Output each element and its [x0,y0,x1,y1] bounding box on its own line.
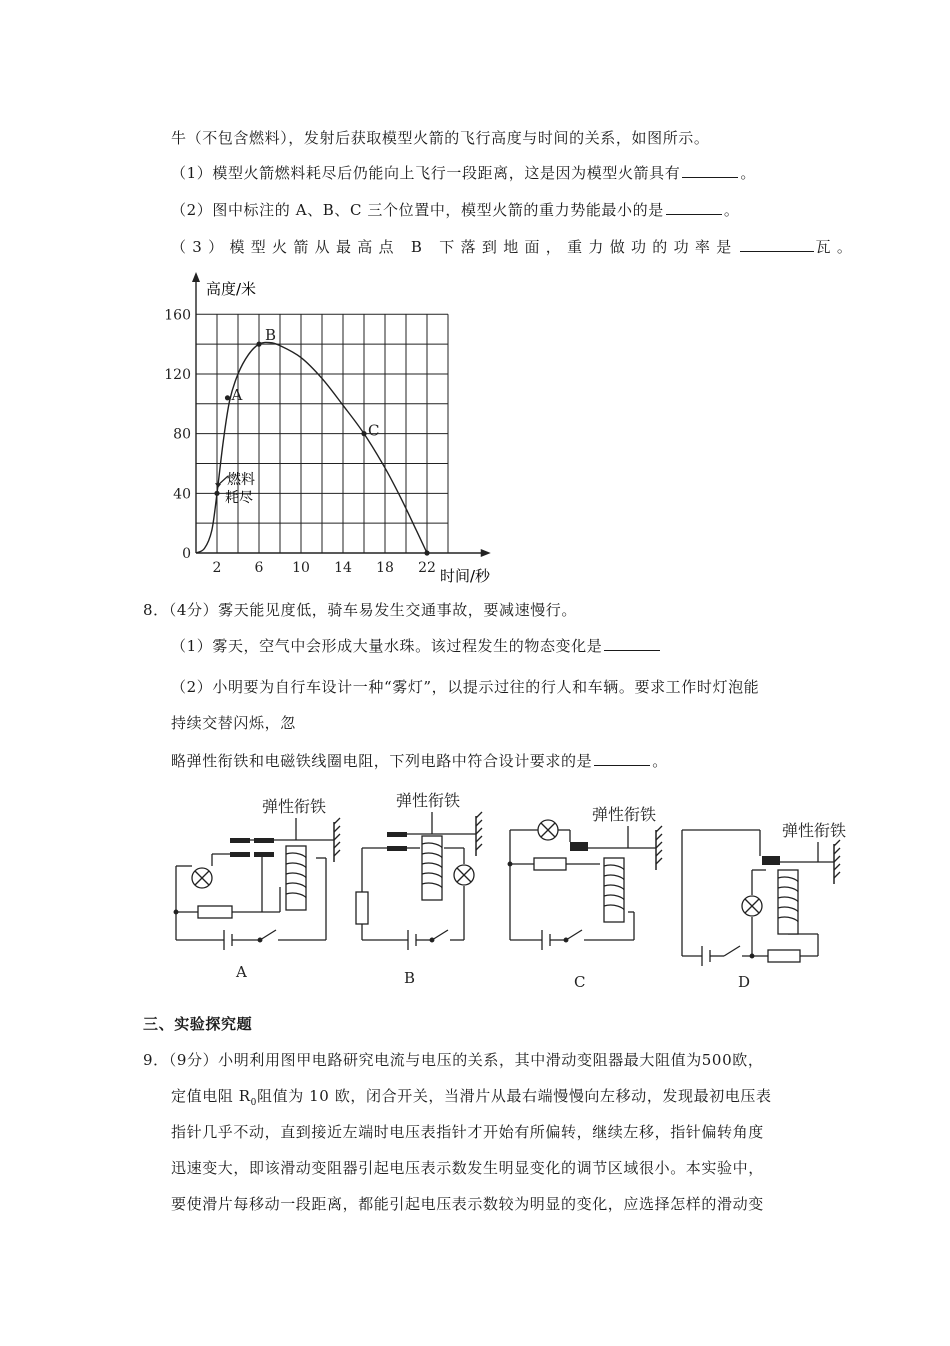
chart-ticks [164,307,436,576]
coil-icon-a [286,846,306,910]
y-axis-arrow [192,272,200,282]
lamp-icon-c [538,820,558,840]
p9-r0-subscript: 0 [250,1098,257,1108]
q3-end: 瓦。 [815,238,859,256]
armature-label-d: 弹性衔铁 [782,821,847,840]
chart-point [256,342,261,347]
coil-icon-d [778,870,798,934]
problem8-question-1 [171,636,662,656]
y-tick-label: 80 [173,426,191,443]
y-tick-label: 0 [182,546,191,562]
chart-ylabel: 高度/米 [206,280,257,298]
problem9-line3: 指针几乎不动，直到接近左端时电压表指针才开始有所偏转，继续左移，指针偏转角度 [171,1123,764,1141]
option-label-c: C [574,973,586,991]
q3-text: （3）模型火箭从最高点 B 下落到地面，重力做功的功率是 [171,238,738,256]
chart-xlabel: 时间/秒 [440,567,491,585]
x-tick-label: 18 [376,560,394,576]
y-tick-label: 120 [164,366,191,383]
problem9-line4: 迅速变大，即该滑动变阻器引起电压表示数发生明显变化的调节区域很小。本实验中， [171,1159,764,1177]
problem8-question-2-line3 [171,751,668,771]
chart-point [361,431,366,436]
circuit-b [356,791,482,950]
chart-point-label: A [231,385,243,404]
answer-blank-8-1[interactable] [604,636,660,651]
armature-label-b: 弹性衔铁 [396,791,461,810]
q1-end: 。 [740,164,756,182]
q2-end: 。 [723,201,740,219]
lamp-icon-b [454,865,474,885]
y-tick-label: 160 [164,307,191,324]
p9-r0-text: 定值电阻 R [171,1087,251,1105]
chart-point-label: B [265,326,277,345]
option-label-d: D [738,973,751,991]
problem8-stem: 8．（4分）雾天能见度低，骑车易发生交通事故，要减速慢行。 [143,601,577,619]
armature-label-a: 弹性衔铁 [262,797,327,816]
section-heading: 三、实验探究题 [143,1015,253,1033]
coil-icon-b [422,836,442,900]
y-tick-label: 40 [173,486,191,503]
chart-point [214,491,219,496]
chart-point-label: C [368,421,380,440]
armature-label-c: 弹性衔铁 [592,805,657,824]
circuit-c [508,805,662,950]
x-tick-label: 10 [292,560,310,576]
x-tick-label: 22 [418,560,436,576]
lamp-icon-a [192,868,212,888]
problem9-line5: 要使滑片每移动一段距离，都能引起电压表示数较为明显的变化，应选择怎样的滑动变 [171,1195,764,1213]
p9-line2-rest: 阻值为 10 欧，闭合开关，当滑片从最右端慢慢向左移动，发现最初电压表 [257,1087,772,1105]
x-axis-arrow [481,549,491,557]
x-tick-label: 2 [212,560,222,576]
circuit-d [682,821,846,966]
chart-annotation-line1: 燃料 [227,472,255,488]
chart-point [225,395,230,400]
q2-text: （2）图中标注的 A、B、C 三个位置中，模型火箭的重力势能最小的是 [171,201,664,219]
problem9-line1: 9．（9分）小明利用图甲电路研究电流与电压的关系，其中滑动变阻器最大阻值为500欧， [143,1051,764,1069]
p8-q1-text: （1）雾天，空气中会形成大量水珠。该过程发生的物态变化是 [171,637,603,655]
option-label-b: B [404,969,416,987]
problem9-line2 [171,1086,772,1113]
q1-text: （1）模型火箭燃料耗尽后仍能向上飞行一段距离，这是因为模型火箭具有 [171,164,681,182]
chart-annotation-line2: 耗尽 [225,490,253,506]
p8-q2-end: 。 [652,752,668,770]
circuit-a [174,797,340,950]
p8-q2-text: 略弹性衔铁和电磁铁线圈电阻，下列电路中符合设计要求的是 [171,752,593,770]
x-tick-label: 14 [334,560,352,576]
lamp-icon-d [742,896,762,916]
problem7-intro: 牛（不包含燃料），发射后获取模型火箭的飞行高度与时间的关系，如图所示。 [171,129,710,147]
height-time-chart [0,0,950,600]
x-tick-label: 6 [254,560,264,576]
option-label-a: A [236,963,247,981]
chart-point-landing [424,550,429,555]
problem8-question-2-line2: 持续交替闪烁，忽 [171,714,296,732]
problem8-question-2-line1: （2）小明要为自行车设计一种“雾灯”，以提示过往的行人和车辆。要求工作时灯泡能 [171,678,760,696]
coil-icon-c [604,858,624,922]
answer-blank-8-2[interactable] [594,751,650,766]
